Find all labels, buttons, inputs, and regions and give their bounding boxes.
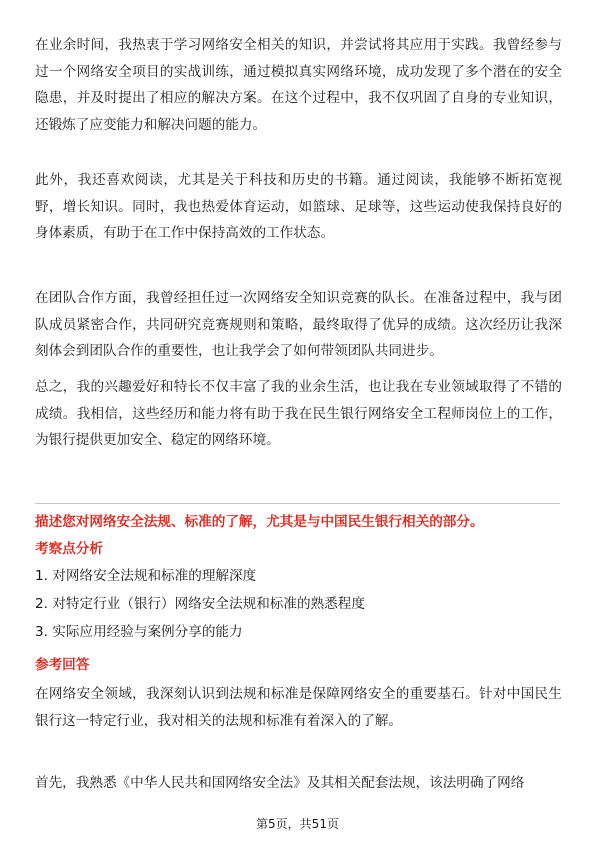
question-text: 描述您对网络安全法规、标准的了解，尤其是与中国民生银行相关的部分。 xyxy=(35,514,484,530)
paragraph-spare-time: 在业余时间，我热衷于学习网络安全相关的知识，并尝试将其应用于实践。我曾经参与过一个网络安全项目的实战训练，通过模拟真实网络环境，成功发现了多个潜在的安全隐患，并及时提出了相应的解决方案。在这个过程中，我不仅巩固了自身的专业知识，还锻炼了应变能力和解决问题的能力。 xyxy=(35,37,562,133)
paragraph-reading-sports: 此外，我还喜欢阅读，尤其是关于科技和历史的书籍。通过阅读，我能够不断拓宽视野，增长知识。同时，我也热爱体育运动，如篮球、足球等，这些运动使我保持良好的身体素质，有助于在工作中保持高效的工作状态。 xyxy=(35,172,562,241)
section-divider xyxy=(35,503,560,504)
paragraph-conclusion: 总之，我的兴趣爱好和特长不仅丰富了我的业余生活，也让我在专业领域取得了不错的成绩。我相信，这些经历和能力将有助于我在民生银行网络安全工程师岗位上的工作，为银行提供更加安全、稳定的网络环境。 xyxy=(35,379,562,448)
analysis-item-3: 3. 实际应用经验与案例分享的能力 xyxy=(35,624,243,640)
analysis-item-2: 2. 对特定行业（银行）网络安全法规和标准的熟悉程度 xyxy=(35,596,365,612)
answer-heading: 参考回答 xyxy=(35,657,90,673)
answer-paragraph-2: 首先，我熟悉《中华人民共和国网络安全法》及其相关配套法规，该法明确了网络 xyxy=(35,775,525,791)
paragraph-teamwork: 在团队合作方面，我曾经担任过一次网络安全知识竞赛的队长。在准备过程中，我与团队成员紧密合作，共同研究竞赛规则和策略，最终取得了优异的成绩。这次经历让我深刻体会到团队合作的重要性，也让我学会了如何带领团队共同进步。 xyxy=(35,290,562,359)
answer-paragraph-1: 在网络安全领域，我深刻认识到法规和标准是保障网络安全的重要基石。针对中国民生银行这一特定行业，我对相关的法规和标准有着深入的了解。 xyxy=(35,686,562,729)
page-number: 第5页，共51页 xyxy=(256,817,339,831)
analysis-item-1: 1. 对网络安全法规和标准的理解深度 xyxy=(35,568,257,584)
analysis-heading: 考察点分析 xyxy=(35,541,103,557)
